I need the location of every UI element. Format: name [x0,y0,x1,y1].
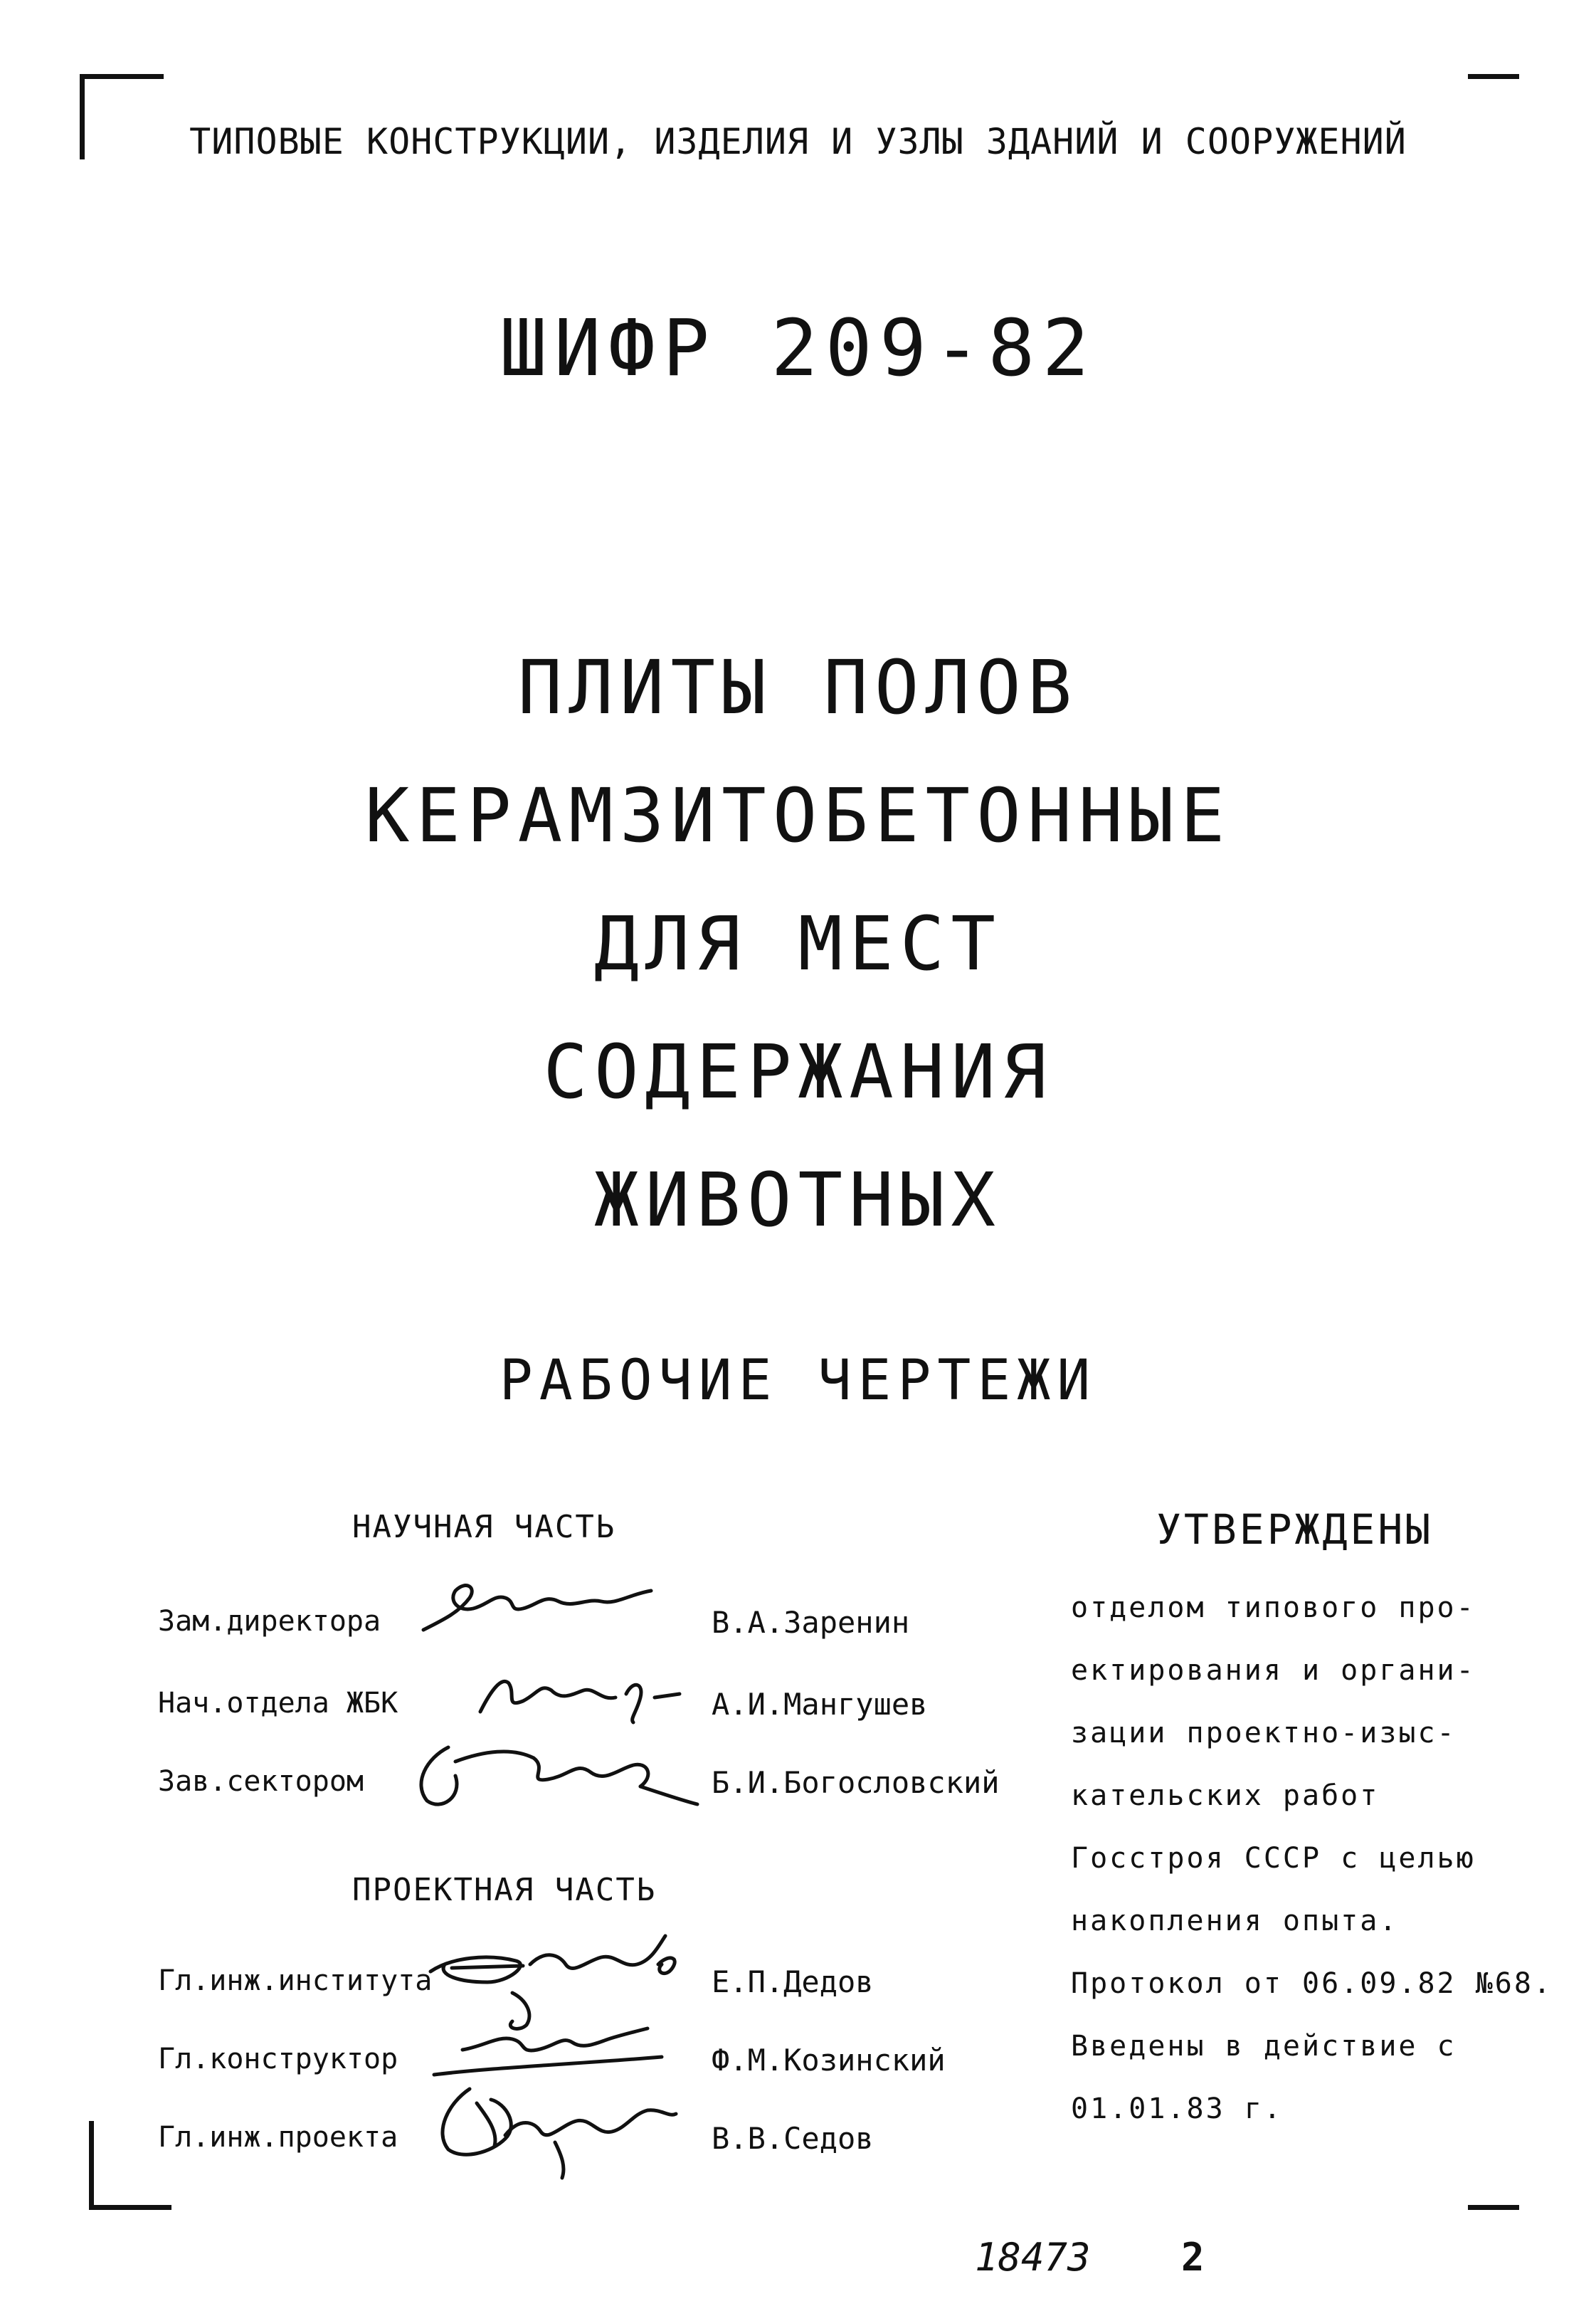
role-chief-project-engineer: Гл.инж.проекта [158,2121,398,2154]
role-chief-engineer-institute: Гл.инж.института [158,1964,433,1997]
title-line-5: ЖИВОТНЫХ [594,1157,1002,1243]
approval-line-7: Протокол от 06.09.82 №68. [1071,1967,1553,2000]
name-zarenin: В.А.Заренин [712,1605,910,1640]
document-code: ШИФР 209-82 [500,302,1096,394]
role-deputy-director: Зам.директора [158,1605,381,1638]
approval-line-2: ектирования и органи- [1071,1654,1476,1687]
title-line-1: ПЛИТЫ ПОЛОВ [517,644,1079,731]
signature-sedov [420,2075,683,2181]
subtitle: РАБОЧИЕ ЧЕРТЕЖИ [499,1349,1097,1413]
approval-line-3: зации проектно-изыс- [1071,1717,1457,1749]
corner-mark-top-left-horizontal [80,74,164,79]
approval-line-5: Госстроя СССР с целью [1071,1842,1476,1875]
approval-line-4: кательских работ [1071,1779,1380,1812]
title-line-3: ДЛЯ МЕСТ [594,900,1002,987]
scientific-heading: НАУЧНАЯ ЧАСТЬ [352,1509,616,1545]
signature-mangushev [473,1662,687,1726]
title-line-2: КЕРАМЗИТОБЕТОННЫЕ [364,772,1232,859]
approval-heading: УТВЕРЖДЕНЫ [1156,1505,1434,1554]
page-number: 2 [1181,2235,1205,2280]
signature-kozinsky [420,1986,676,2078]
design-heading: ПРОЕКТНАЯ ЧАСТЬ [352,1872,657,1908]
approval-line-9: 01.01.83 г. [1071,2092,1283,2125]
series-title: ТИПОВЫЕ КОНСТРУКЦИИ, ИЗДЕЛИЯ И УЗЛЫ ЗДАНИЙ И СООРУЖЕНИЙ [189,121,1407,162]
name-dedov: Е.П.Дедов [712,1964,874,1999]
role-chief-designer: Гл.конструктор [158,2043,398,2075]
corner-mark-bottom-left-vertical [89,2121,94,2210]
name-bogoslovsky: Б.И.Богословский [712,1765,1000,1800]
role-sector-head: Зав.сектором [158,1765,364,1798]
name-sedov: В.В.Седов [712,2121,874,2156]
title-line-4: СОДЕРЖАНИЯ [543,1028,1053,1115]
signature-bogoslovsky [406,1733,704,1818]
corner-mark-bottom-left-horizontal [89,2205,171,2210]
approval-line-6: накопления опыта. [1071,1905,1399,1937]
approval-text [1071,1576,1569,2140]
signature-zarenin [416,1569,665,1648]
name-kozinsky: Ф.М.Козинский [712,2043,946,2078]
role-department-head: Нач.отдела ЖБК [158,1687,398,1720]
approval-line-1: отделом типового про- [1071,1591,1476,1624]
name-mangushev: А.И.Мангушев [712,1687,928,1722]
corner-mark-bottom-right [1468,2205,1519,2210]
corner-mark-top-right [1468,74,1519,79]
approval-line-8: Введены в действие с [1071,2030,1457,2063]
inventory-number: 18473 [975,2235,1091,2280]
